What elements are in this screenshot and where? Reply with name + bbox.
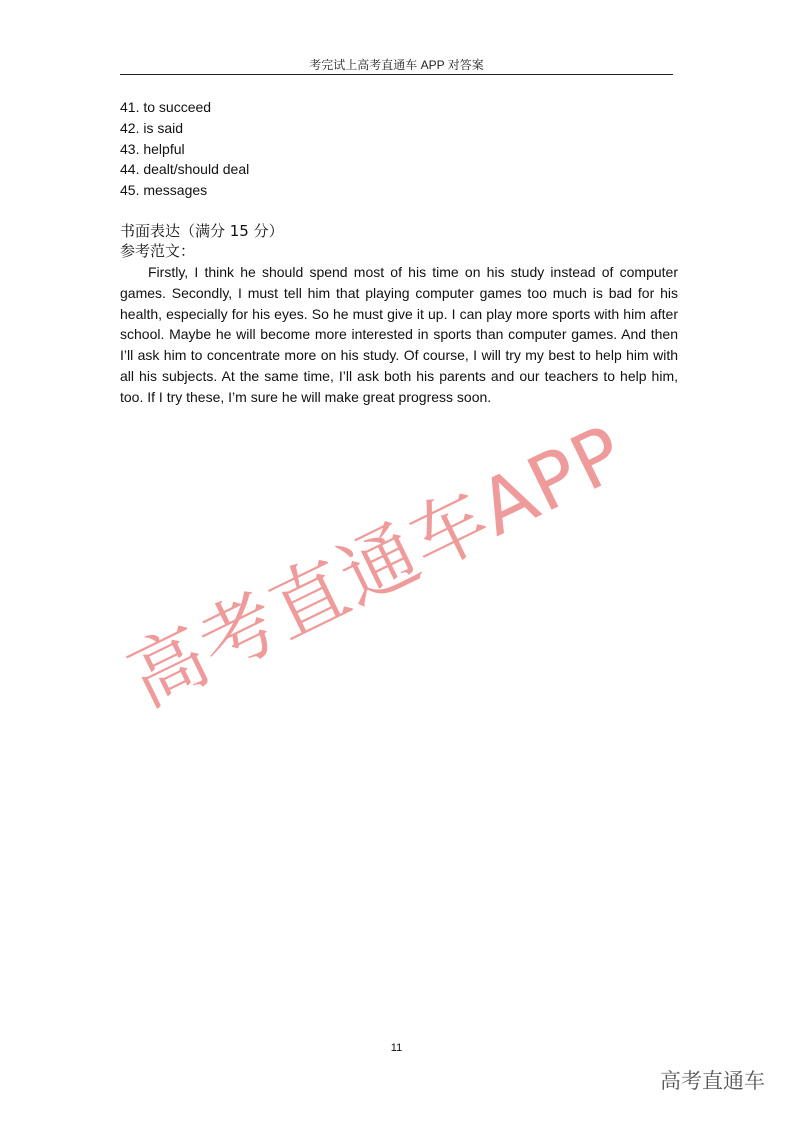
answer-item: 41. to succeed	[120, 99, 212, 115]
page-number: 11	[390, 1042, 403, 1054]
answer-item: 45. messages	[120, 182, 208, 199]
section-title: 书面表达（满分 15 分）	[120, 222, 284, 240]
header-divider	[120, 74, 673, 75]
writing-section	[120, 221, 678, 408]
sample-essay-text: Firstly, I think he should spend most of his time on his study instead of computer games. Secondly, I must tell him that playing computer games too much is bad for his health, especially for his eyes. So he must give it up. I can play more sports with him after school. Maybe he will become more interested in sports than computer games. And then I’ll ask him to concentrate more on his study. Of course, I will try my best to help him with all his subjects. At the same time, I’ll ask both his parents and our teachers to help him, too. If I try these, I’m sure he will make great progress soon.	[120, 264, 678, 405]
watermark: 高考直通车APP	[114, 407, 639, 724]
sample-essay-label: 参考范文：	[120, 242, 196, 260]
answer-list	[120, 97, 249, 201]
answer-item: 43. helpful	[120, 140, 185, 157]
footer-brand-mark: 高考直通车	[660, 1069, 765, 1093]
answer-item: 44. dealt/should deal	[120, 161, 250, 178]
answer-item: 42. is said	[120, 119, 184, 136]
page-header: 考完试上高考直通车 APP 对答案	[309, 58, 484, 72]
